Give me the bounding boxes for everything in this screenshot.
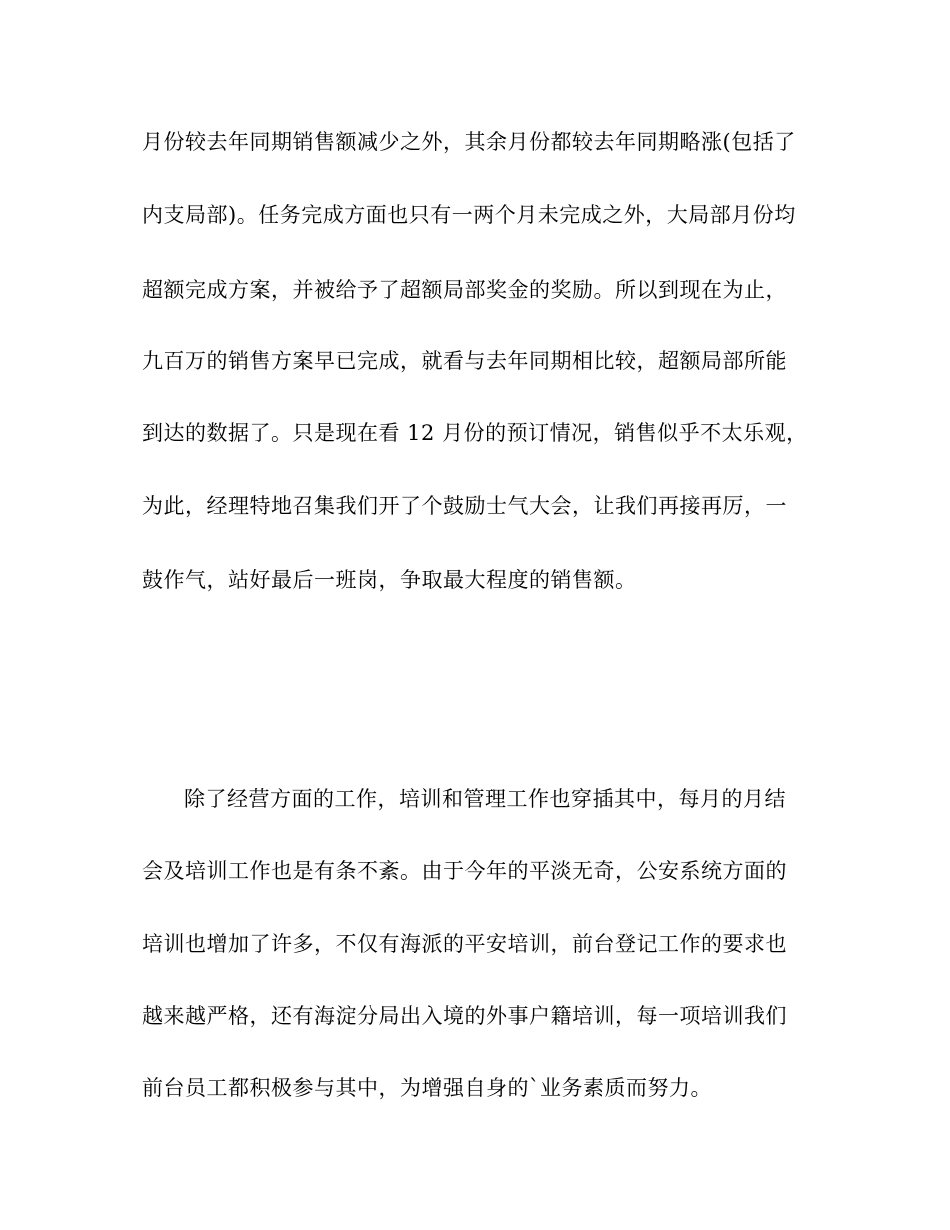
paragraph-line: 会及培训工作也是有条不紊。由于今年的平淡无奇，公安系统方面的 [142,859,787,883]
paragraph-line: 到达的数据了。只是现在看 12 月份的预订情况，销售似乎不太乐观， [142,421,808,445]
paragraph-line: 鼓作气，站好最后一班岗，争取最大程度的销售额。 [142,568,637,592]
paragraph-line: 为此，经理特地召集我们开了个鼓励士气大会，让我们再接再厉，一 [142,494,787,518]
paragraph-line: 九百万的销售方案早已完成，就看与去年同期相比较，超额局部所能 [142,349,787,373]
paragraph-line: 月份较去年同期销售额减少之外，其余月份都较去年同期略涨(包括了 [142,130,796,154]
paragraph-line: 内支局部)。任务完成方面也只有一两个月未完成之外，大局部月份均 [142,203,796,227]
paragraph-line: 培训也增加了许多，不仅有海派的平安培训，前台登记工作的要求也 [142,932,787,956]
paragraph-line: 越来越严格，还有海淀分局出入境的外事户籍培训，每一项培训我们 [142,1004,787,1028]
paragraph-line: 除了经营方面的工作，培训和管理工作也穿插其中，每月的月结 [184,787,786,811]
paragraph-line: 前台员工都积极参与其中，为增强自身的`业务素质而努力。 [142,1076,712,1100]
paragraph-line: 超额完成方案，并被给予了超额局部奖金的奖励。所以到现在为止， [142,278,787,302]
